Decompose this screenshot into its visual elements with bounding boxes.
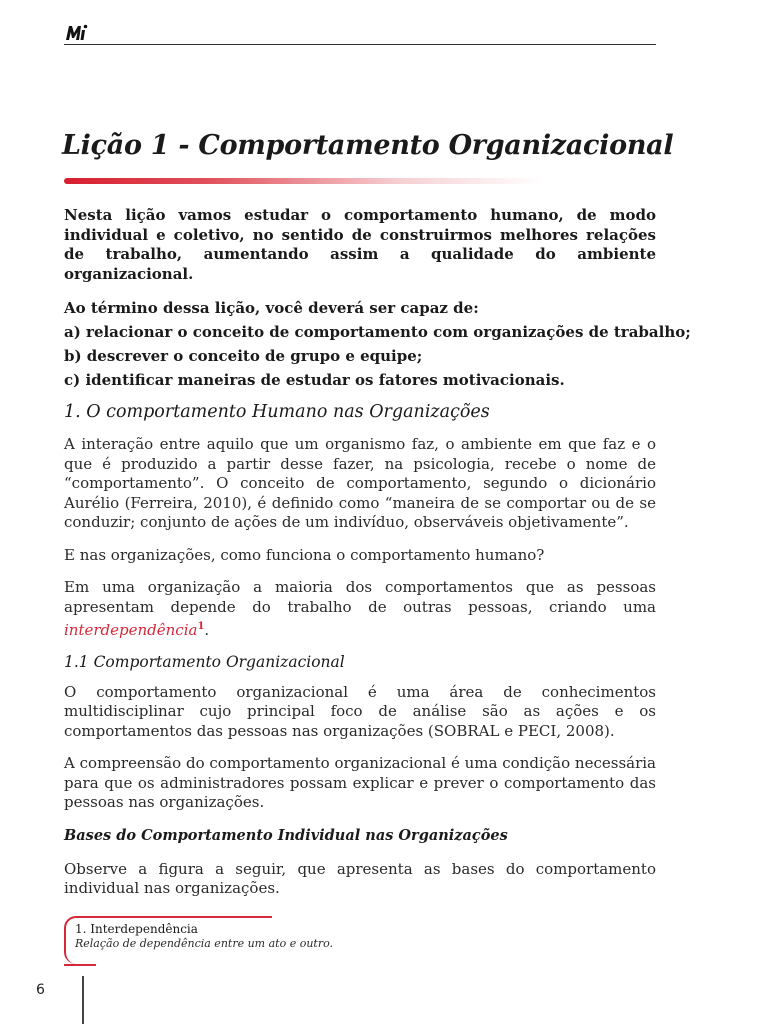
header-rule (64, 44, 656, 45)
sub-subheading: Bases do Comportamento Individual nas Organizações (64, 826, 508, 844)
objective-item: a) relacionar o conceito de comportamento com organizações de trabalho; (64, 323, 691, 341)
body-paragraph (64, 578, 656, 641)
main-content (64, 206, 691, 899)
body-paragraph: A interação entre aquilo que um organismo faz, o ambiente em que faz e o que é produzido a partir desse fazer, na psicologia, recebe o nome de “comportamento”. O conceito de comportamento, segundo o dicionário Aurélio (Ferreira, 2010), é definido como “maneira de se comportar ou de se conduzir; conjunto de ações de um indivíduo, observáveis objetivamente”. (64, 435, 656, 531)
title-underline (64, 178, 544, 184)
objective-item: c) identificar maneiras de estudar os fatores motivacionais. (64, 371, 565, 389)
page-number: 6 (36, 982, 45, 998)
body-paragraph: Observe a figura a seguir, que apresenta as bases do comportamento individual nas organizações. (64, 859, 656, 897)
objectives-lead: Ao término dessa lição, você deverá ser capaz de: (64, 299, 479, 317)
objective-item: b) descrever o conceito de grupo e equipe; (64, 347, 423, 365)
footnote-text: Relação de dependência entre um ato e outro. (75, 937, 334, 950)
lesson-title: Lição 1 - Comportamento Organizacional (62, 130, 674, 161)
footnote-ref[interactable]: 1 (197, 621, 205, 632)
section-heading: 1. O comportamento Humano nas Organizações (64, 402, 490, 422)
objectives-list (64, 296, 691, 392)
body-paragraph: A compreensão do comportamento organizacional é uma condição necessária para que os administradores possam explicar e prever o comportamento das pessoas nas organizações. (64, 754, 656, 811)
body-paragraph: O comportamento organizacional é uma área de conhecimentos multidisciplinar cujo principal foco de análise são as ações e os comportamentos das pessoas nas organizações (SOBRAL e PECI, 2008). (64, 682, 656, 740)
logo-icon (64, 22, 90, 42)
glossary-term-link[interactable]: interdependência (64, 621, 198, 639)
body-text: Em uma organização a maioria dos comportamentos que as pessoas apresentam depende do trabalho de outras pessoas, criando uma (64, 578, 656, 616)
page-rule (82, 976, 84, 1024)
intro-paragraph: Nesta lição vamos estudar o comportamento humano, de modo individual e coletivo, no sentido de construirmos melhores relações de trabalho, aumentando assim a qualidade do ambiente organizacional. (64, 206, 656, 283)
body-text: . (204, 621, 210, 639)
footnote-title: 1. Interdependência (75, 922, 198, 936)
body-paragraph: E nas organizações, como funciona o comportamento humano? (64, 545, 545, 564)
subsection-heading: 1.1 Comportamento Organizacional (64, 652, 345, 671)
